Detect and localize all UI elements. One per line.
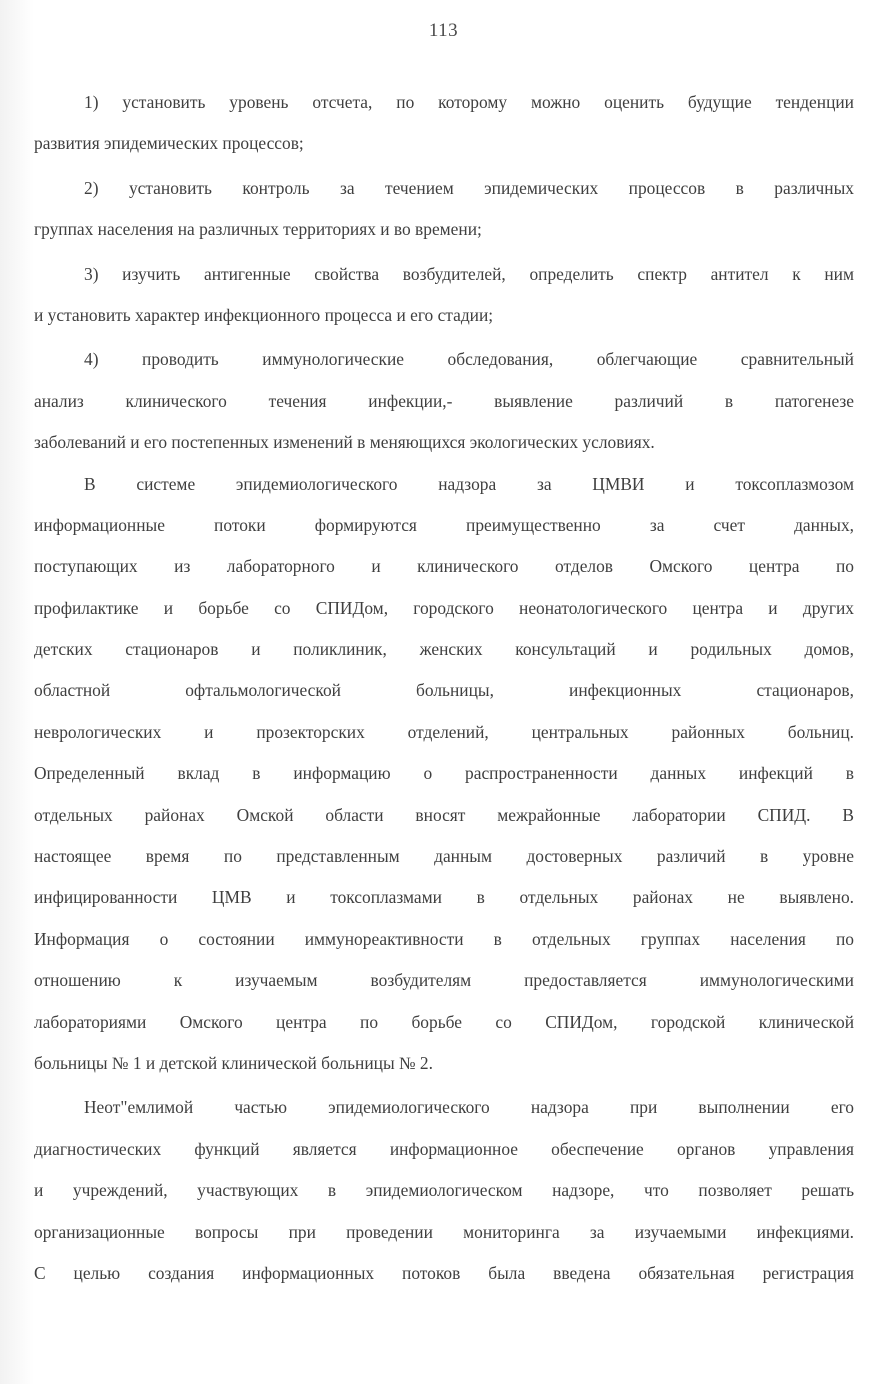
paragraph-line: 4) проводить иммунологические обследования, облегчающие сравнительный	[84, 349, 854, 370]
paragraph-line: Информация о состоянии иммунореактивности в отдельных группах населения по	[34, 928, 854, 949]
paragraph-line: Неот"емлимой частью эпидемиологического надзора при выполнении его	[84, 1097, 854, 1118]
paragraph-line: профилактике и борьбе со СПИДом, городского неонатологического центра и других	[34, 597, 854, 618]
paragraph-line: 3) изучить антигенные свойства возбудителей, определить спектр антител к ним	[84, 263, 854, 284]
paragraph-line: анализ клинического течения инфекции,- выявление различий в патогенезе	[34, 390, 854, 411]
paragraph-line: детских стационаров и поликлиник, женских консультаций и родильных домов,	[34, 639, 854, 660]
paragraph-line: информационные потоки формируются преимущественно за счет данных,	[34, 514, 854, 535]
paragraph-line: организационные вопросы при проведении мониторинга за изучаемыми инфекциями.	[34, 1221, 854, 1242]
paragraph-line: С целью создания информационных потоков была введена обязательная регистрация	[34, 1262, 854, 1283]
paragraph-line: лабораториями Омского центра по борьбе со СПИДом, городской клинической	[34, 1011, 854, 1032]
paragraph-line: отношению к изучаемым возбудителям предоставляется иммунологическими	[34, 970, 854, 991]
paragraph-line: группах населения на различных территориях и во времени;	[34, 219, 482, 240]
paragraph-line: развития эпидемических процессов;	[34, 133, 304, 154]
paragraph-line: и учреждений, участвующих в эпидемиологическом надзоре, что позволяет решать	[34, 1180, 854, 1201]
scan-edge-shadow	[0, 0, 34, 1384]
paragraph-line: и установить характер инфекционного процесса и его стадии;	[34, 304, 494, 325]
paragraph-line: заболеваний и его постепенных изменений в меняющихся экологических условиях.	[34, 432, 655, 453]
paragraph-line: отдельных районах Омской области вносят межрайонные лаборатории СПИД. В	[34, 804, 854, 825]
body-text	[34, 82, 854, 1294]
paragraph-line: Определенный вклад в информацию о распространенности данных инфекций в	[34, 763, 854, 784]
paragraph-line: настоящее время по представленным данным достоверных различий в уровне	[34, 846, 854, 867]
paragraph-line: больницы № 1 и детской клинической больницы № 2.	[34, 1052, 433, 1073]
paragraph-line: 2) установить контроль за течением эпидемических процессов в различных	[84, 177, 854, 198]
page-number: 113	[428, 20, 459, 41]
paragraph-line: неврологических и прозекторских отделений, центральных районных больниц.	[34, 721, 854, 742]
paragraph-line: диагностических функций является информационное обеспечение органов управления	[34, 1138, 854, 1159]
paragraph-line: 1) установить уровень отсчета, по которому можно оценить будущие тенденции	[84, 92, 854, 112]
paragraph-line: инфицированности ЦМВ и токсоплазмами в отдельных районах не выявлено.	[34, 887, 854, 908]
paragraph-line: В системе эпидемиологического надзора за ЦМВИ и токсоплазмозом	[84, 473, 854, 494]
paragraph-line: областной офтальмологической больницы, инфекционных стационаров,	[34, 680, 854, 701]
paragraph-line: поступающих из лабораторного и клинического отделов Омского центра по	[34, 556, 854, 577]
